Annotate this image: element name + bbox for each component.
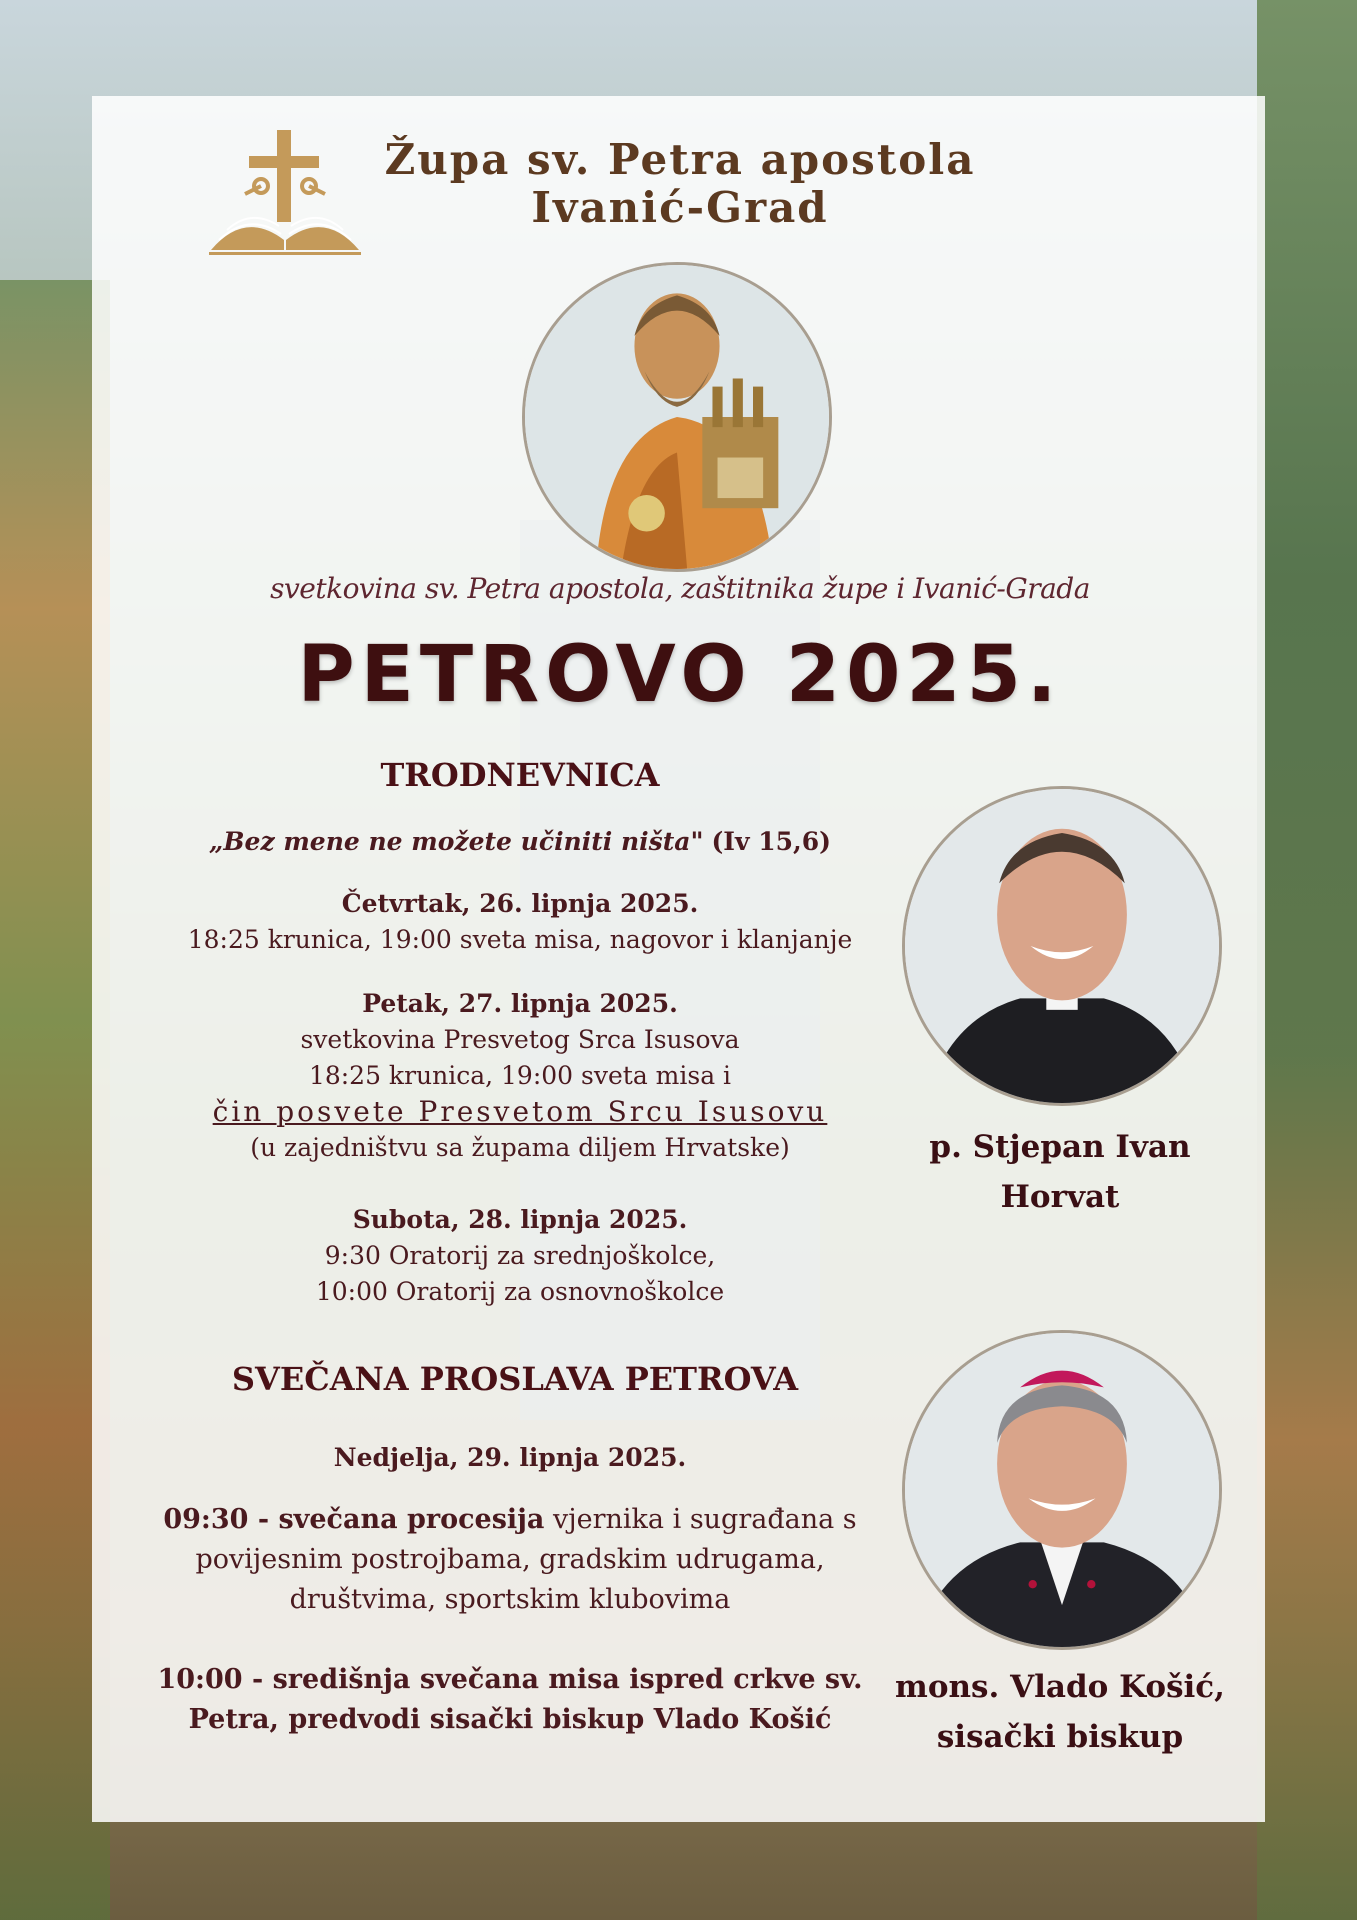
day3-block [150,1202,890,1310]
day1-line1: 18:25 krunica, 19:00 sveta misa, nagovor i klanjanje [187,925,853,954]
saint-peter-portrait [522,262,832,572]
day2-block [150,986,890,1166]
triduum-heading: TRODNEVNICA [380,756,660,794]
celebration-date: Nedjelja, 29. lipnja 2025. [333,1443,687,1472]
day3-line1: 9:30 Oratorij za srednjoškolce, [324,1241,716,1270]
feast-subtitle: svetkovina sv. Petra apostola, zaštitnika župe i Ivanić-Grada [270,572,1090,605]
bishop-name-line2: sisački biskup [936,1719,1184,1755]
celebration-heading: SVEČANA PROSLAVA PETROVA [231,1360,799,1398]
triduum-quote-line [150,824,890,860]
day2-line4: (u zajedništvu sa župama diljem Hrvatske) [250,1133,790,1162]
celebration-item2 [140,1660,880,1740]
background-foliage-right [1257,0,1357,1920]
priest-name-line1: p. Stjepan Ivan [929,1129,1191,1165]
parish-logo [205,128,365,258]
celebration-item2-line2: Petra, predvodi sisački biskup Vlado Košić [188,1704,832,1735]
priest-caption [900,1122,1220,1222]
celebration-item1-line2: povijesnim postrojbama, gradskim udrugama, [195,1544,825,1575]
bishop-caption [880,1662,1240,1762]
triduum-quote: „Bez mene ne možete učiniti ništa" [209,827,704,856]
bishop-portrait [902,1330,1222,1650]
parish-name [360,136,1000,232]
celebration-item1 [140,1500,880,1620]
procession-time: 09:30 - svečana procesija [163,1504,545,1535]
day1-block [150,886,890,958]
parish-name-line1: Župa sv. Petra apostola [384,135,976,184]
procession-desc: vjernika i sugrađana s [544,1504,857,1535]
celebration-item1-line1 [140,1500,880,1540]
bishop-name-line1: mons. Vlado Košić, [895,1669,1225,1705]
parish-name-line2: Ivanić-Grad [531,183,829,232]
celebration-item2-line1: 10:00 - središnja svečana misa ispred crkve sv. [157,1664,863,1695]
triduum-quote-reference: (Iv 15,6) [711,827,831,856]
day3-line2: 10:00 Oratorij za osnovnoškolce [315,1277,725,1306]
day2-line2: 18:25 krunica, 19:00 sveta misa i [308,1061,732,1090]
day1-date: Četvrtak, 26. lipnja 2025. [341,889,699,918]
day3-date: Subota, 28. lipnja 2025. [352,1205,688,1234]
celebration-item1-line3: društvima, sportskim klubovima [289,1584,731,1615]
priest-portrait [902,786,1222,1106]
priest-name-line2: Horvat [1000,1179,1120,1215]
event-title: PETROVO 2025. [297,630,1063,720]
day2-line1: svetkovina Presvetog Srca Isusova [300,1025,740,1054]
day2-date: Petak, 27. lipnja 2025. [362,989,678,1018]
day2-line3: čin posvete Presvetom Srcu Isusovu [212,1095,828,1128]
cross-book-icon [205,128,365,258]
